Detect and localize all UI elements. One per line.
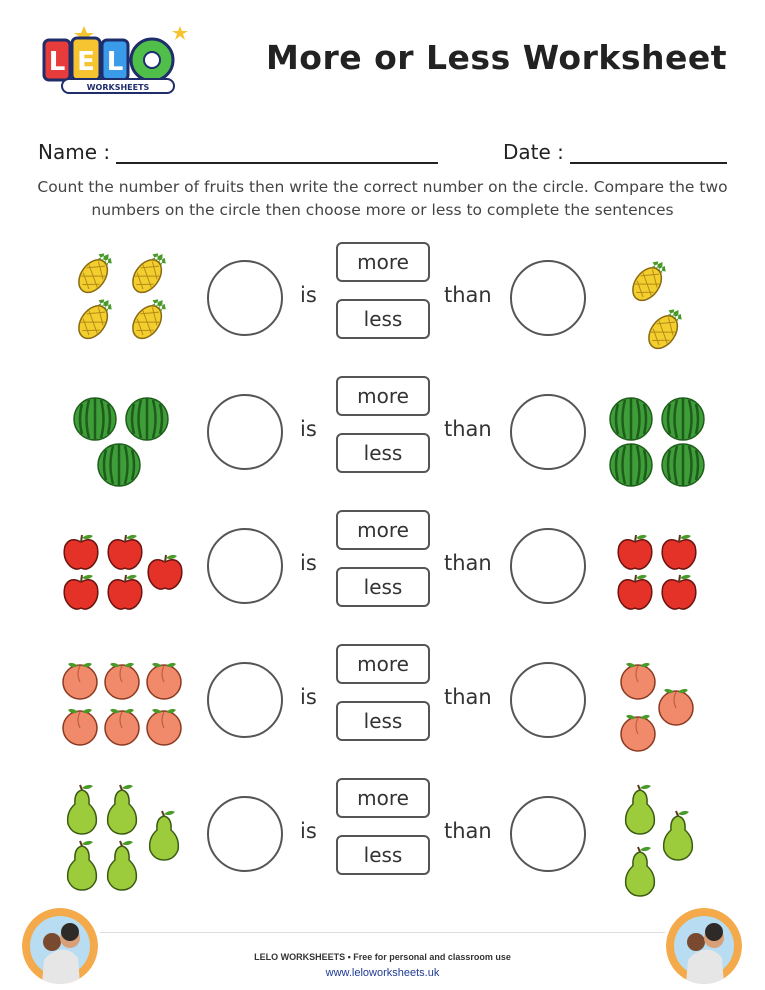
watermelon-icon (608, 442, 654, 492)
pineapple-icon (640, 302, 692, 358)
pear-icon (144, 810, 184, 866)
apple-icon (614, 572, 656, 616)
pear-icon (102, 784, 142, 840)
left-fruit-group (56, 774, 196, 894)
left-answer-circle[interactable] (207, 662, 283, 738)
name-label: Name : (38, 140, 111, 164)
is-label: is (300, 417, 317, 441)
pear-icon (620, 784, 660, 840)
than-label: than (444, 283, 492, 307)
less-option[interactable]: less (336, 835, 430, 875)
right-fruit-group (600, 506, 740, 626)
author-avatar-right (666, 908, 742, 984)
pear-icon (102, 840, 142, 896)
question-row (0, 774, 765, 894)
right-answer-circle[interactable] (510, 528, 586, 604)
question-row (0, 372, 765, 492)
apple-icon (614, 532, 656, 576)
footer-divider (100, 932, 665, 933)
apple-icon (60, 572, 102, 616)
apple-icon (104, 532, 146, 576)
right-fruit-group (600, 238, 740, 358)
right-fruit-group (600, 774, 740, 894)
logo-subtext: WORKSHEETS (86, 83, 150, 92)
more-option[interactable]: more (336, 510, 430, 550)
page-title: More or Less Worksheet (265, 38, 727, 77)
peach-icon (60, 660, 100, 704)
right-answer-circle[interactable] (510, 662, 586, 738)
more-option[interactable]: more (336, 376, 430, 416)
footer-url[interactable]: www.leloworksheets.uk (325, 967, 440, 979)
pineapple-icon (124, 292, 176, 348)
peach-icon (60, 706, 100, 750)
footer-text: LELO WORKSHEETS • Free for personal and classroom use (254, 952, 511, 962)
date-field[interactable] (503, 140, 727, 164)
less-option[interactable]: less (336, 433, 430, 473)
apple-icon (658, 532, 700, 576)
peach-icon (618, 660, 658, 704)
left-fruit-group (56, 506, 196, 626)
apple-icon (144, 552, 186, 596)
left-fruit-group (56, 238, 196, 358)
question-row (0, 506, 765, 626)
name-field[interactable] (38, 140, 438, 164)
right-answer-circle[interactable] (510, 394, 586, 470)
more-option[interactable]: more (336, 242, 430, 282)
watermelon-icon (660, 396, 706, 446)
left-answer-circle[interactable] (207, 260, 283, 336)
left-answer-circle[interactable] (207, 528, 283, 604)
peach-icon (618, 712, 658, 756)
pear-icon (62, 840, 102, 896)
date-label: Date : (503, 140, 564, 164)
more-option[interactable]: more (336, 644, 430, 684)
question-row (0, 640, 765, 760)
watermelon-icon (96, 442, 142, 492)
less-option[interactable]: less (336, 567, 430, 607)
is-label: is (300, 551, 317, 575)
apple-icon (104, 572, 146, 616)
right-answer-circle[interactable] (510, 796, 586, 872)
instructions: Count the number of fruits then write the correct number on the circle. Compare the two numbers on the circle then choose more or less to complete the sentences (37, 178, 728, 219)
pear-icon (62, 784, 102, 840)
than-label: than (444, 551, 492, 575)
lelo-logo (42, 24, 202, 96)
watermelon-icon (124, 396, 170, 446)
pineapple-icon (70, 292, 122, 348)
svg-text:L: L (106, 47, 124, 77)
watermelon-icon (608, 396, 654, 446)
watermelon-icon (72, 396, 118, 446)
svg-text:L: L (48, 47, 66, 77)
apple-icon (60, 532, 102, 576)
pear-icon (620, 846, 660, 902)
is-label: is (300, 819, 317, 843)
date-input-line[interactable] (570, 144, 727, 164)
question-row (0, 238, 765, 358)
than-label: than (444, 819, 492, 843)
peach-icon (102, 706, 142, 750)
peach-icon (144, 706, 184, 750)
less-option[interactable]: less (336, 299, 430, 339)
more-option[interactable]: more (336, 778, 430, 818)
left-answer-circle[interactable] (207, 796, 283, 872)
pear-icon (658, 810, 698, 866)
left-fruit-group (56, 372, 196, 492)
than-label: than (444, 417, 492, 441)
author-avatar-left (22, 908, 98, 984)
left-fruit-group (56, 640, 196, 760)
apple-icon (658, 572, 700, 616)
is-label: is (300, 283, 317, 307)
left-answer-circle[interactable] (207, 394, 283, 470)
peach-icon (102, 660, 142, 704)
than-label: than (444, 685, 492, 709)
is-label: is (300, 685, 317, 709)
watermelon-icon (660, 442, 706, 492)
right-fruit-group (600, 372, 740, 492)
svg-text:E: E (77, 47, 95, 77)
right-answer-circle[interactable] (510, 260, 586, 336)
peach-icon (144, 660, 184, 704)
right-fruit-group (600, 640, 740, 760)
less-option[interactable]: less (336, 701, 430, 741)
name-input-line[interactable] (116, 144, 438, 164)
peach-icon (656, 686, 696, 730)
